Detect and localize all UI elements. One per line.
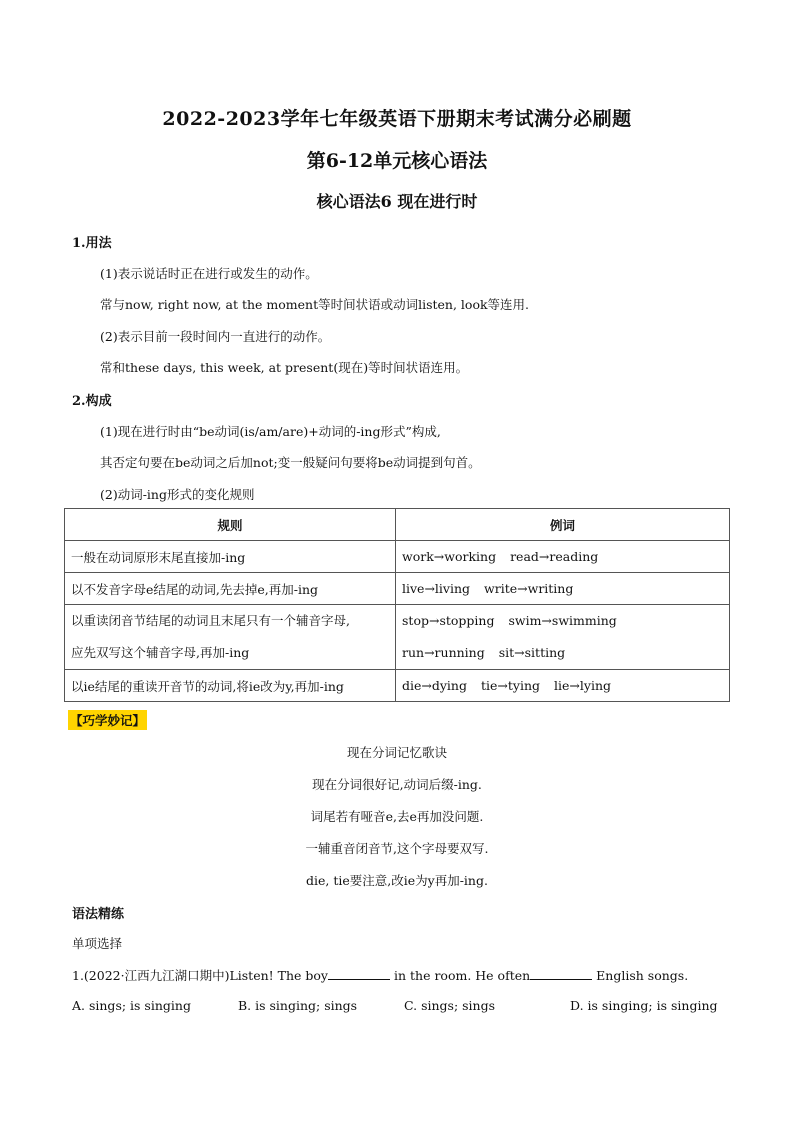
table-row: [65, 670, 730, 702]
structure-heading: 2.构成: [72, 394, 112, 409]
mnemonic-line: 现在分词很好记,动词后缀-ing.: [312, 777, 482, 792]
examples-cell: [396, 605, 730, 670]
usage-line: (1)表示说话时正在进行或发生的动作。: [100, 266, 318, 281]
answer-blank[interactable]: [530, 967, 592, 980]
rule-cell: 以ie结尾的重读开音节的动词,将ie改为y,再加-ing: [65, 670, 396, 702]
grammar-topic-title: 核心语法6 现在进行时: [316, 192, 478, 211]
example-word: lie→lying: [554, 678, 611, 693]
mnemonic-line: 词尾若有哑音e,去e再加没问题.: [310, 809, 484, 824]
question-text: 1.(2022·江西九江湖口期中)Listen! The boy: [72, 968, 328, 983]
question-text: English songs.: [596, 968, 689, 983]
rule-cell: 以不发音字母e结尾的动词,先去掉e,再加-ing: [65, 573, 396, 605]
table-row: [65, 573, 730, 605]
option-d[interactable]: D. is singing; is singing: [570, 998, 718, 1013]
rule-cell: 一般在动词原形末尾直接加-ing: [65, 541, 396, 573]
option-c[interactable]: C. sings; sings: [404, 998, 496, 1013]
answer-blank[interactable]: [328, 967, 390, 980]
memory-tip-badge: 【巧学妙记】: [68, 710, 147, 730]
examples-cell: [396, 670, 730, 702]
example-word: die→dying: [402, 678, 467, 693]
table-header-examples: 例词: [396, 509, 730, 541]
mnemonic-line: 一辅重音闭音节,这个字母要双写.: [305, 841, 489, 856]
document-title: 2022-2023学年七年级英语下册期末考试满分必刷题: [162, 108, 632, 130]
usage-heading: 1.用法: [72, 236, 112, 251]
table-row: [65, 605, 730, 670]
table-header-rule: 规则: [65, 509, 396, 541]
ing-rules-table: [64, 508, 730, 702]
question-1: [72, 966, 688, 984]
structure-line: (1)现在进行时由“be动词(is/am/are)+动词的-ing形式”构成,: [100, 424, 441, 439]
example-word: work→working: [402, 549, 497, 564]
structure-line: (2)动词-ing形式的变化规则: [100, 487, 255, 502]
mnemonic-line: die, tie要注意,改ie为y再加-ing.: [306, 873, 488, 888]
option-a[interactable]: A. sings; is singing: [72, 998, 191, 1013]
section-label: 单项选择: [72, 936, 123, 951]
example-word: write→writing: [484, 581, 574, 596]
example-word: stop→stopping: [402, 613, 495, 628]
examples-cell: [396, 573, 730, 605]
example-word: run→running: [402, 645, 485, 660]
example-word: swim→swimming: [508, 613, 617, 628]
option-b[interactable]: B. is singing; sings: [238, 998, 358, 1013]
examples-cell: [396, 541, 730, 573]
rule-line: 以重读闭音节结尾的动词且末尾只有一个辅音字母,: [71, 613, 350, 628]
question-text: in the room. He often: [393, 968, 531, 983]
usage-line: 常与now, right now, at the moment等时间状语或动词listen, look等连用.: [100, 297, 530, 312]
rule-cell: [65, 605, 396, 670]
example-word: tie→tying: [480, 678, 541, 693]
example-word: read→reading: [510, 549, 599, 564]
practice-heading: 语法精练: [72, 907, 125, 922]
table-row: [65, 541, 730, 573]
table-header-row: [65, 509, 730, 541]
document-subtitle: 第6-12单元核心语法: [306, 150, 488, 172]
structure-line: 其否定句要在be动词之后加not;变一般疑问句要将be动词提到句首。: [100, 455, 481, 470]
example-word: live→living: [402, 581, 471, 596]
example-word: sit→sitting: [498, 645, 566, 660]
usage-line: (2)表示目前一段时间内一直进行的动作。: [100, 329, 331, 344]
usage-line: 常和these days, this week, at present(现在)等时间状语连用。: [100, 360, 469, 375]
mnemonic-title: 现在分词记忆歌诀: [346, 745, 447, 760]
rule-line: 应先双写这个辅音字母,再加-ing: [71, 645, 250, 660]
